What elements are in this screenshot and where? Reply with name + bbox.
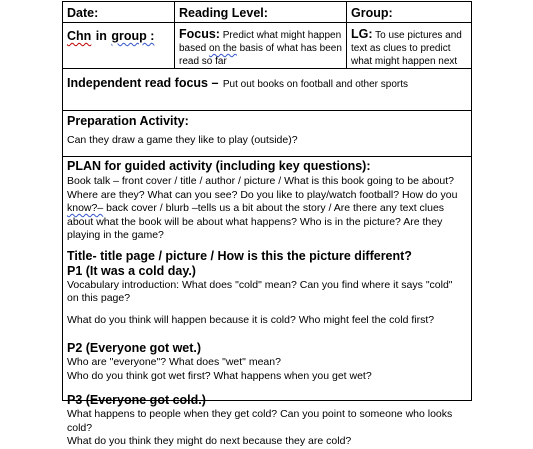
objectives-row [63,23,471,69]
p3-line-2: What do you think they might do next because they are cold? [67,435,352,447]
focus-text-1: Predict what might happen based [179,30,342,54]
p1-heading: P1 (It was a cold day.) [67,263,196,278]
learning-goal-label: LG: [351,27,373,41]
plan-intro-know: know?– [67,202,104,214]
preparation-text: Can they draw a game they like to play (outside)? [67,134,298,146]
title-heading: Title- title page / picture / How is this the picture different? [67,248,412,263]
preparation-row [63,111,471,157]
children-cell [63,23,174,68]
plan-intro [67,175,467,243]
reading-level-cell [174,2,346,22]
independent-read-label: Independent read focus – [67,76,219,90]
learning-goal-text: To use pictures and text as clues to predict what might happen next [351,30,462,67]
reading-level-label: Reading Level: [179,6,268,20]
focus-label: Focus: [179,27,220,41]
children-group-label: group : [111,29,155,43]
p2-heading: P2 (Everyone got wet.) [67,341,202,355]
children-in-label: in [95,29,107,43]
date-cell [63,2,174,22]
independent-read-row [63,69,471,111]
plan-content [67,159,467,449]
header-row [63,2,471,23]
plan-intro-part-1: Book talk – front cover / title / author / picture / What is this book going to be about? Where are they? What can you see? Do you like to play/watch football? How do you [67,175,458,201]
preparation-cell [63,111,471,156]
p3-line-1: What happens to people when they get cold? Can you point to someone who looks cold? [67,408,453,434]
p3-heading: P3 (Everyone got cold.) [67,393,206,407]
date-label: Date: [67,6,99,20]
focus-text-2: basis of what has been read so far [179,43,342,67]
p1-line-1: Vocabulary introduction: What does "cold" mean? Can you find where it says "cold" on this page? [67,278,453,304]
planning-sheet [62,1,472,447]
independent-read-text: Put out books on football and other sports [222,79,408,90]
children-label: Chn [67,29,92,43]
plan-row [63,157,471,447]
focus-text-on: on the [209,43,237,54]
p1-line-2: What do you think will happen because it is cold? Who might feel the cold first? [67,313,435,326]
group-cell [346,2,471,22]
independent-read-cell [63,69,471,110]
preparation-label: Preparation Activity: [67,114,189,128]
plan-heading: PLAN for guided activity (including key questions): [67,159,371,173]
p2-line-1: Who are "everyone"? What does "wet" mean? [67,356,281,368]
group-label: Group: [351,6,393,20]
learning-goal-cell [346,23,471,68]
focus-cell [174,23,346,68]
plan-intro-part-2: back cover / blurb –tells us a bit about the story / Are there any text clues about what the book will be about what happens? Who is in the picture? Are they playing in the game? [67,202,445,241]
p2-line-2: Who do you think got wet first? What happens when you get wet? [67,369,372,382]
